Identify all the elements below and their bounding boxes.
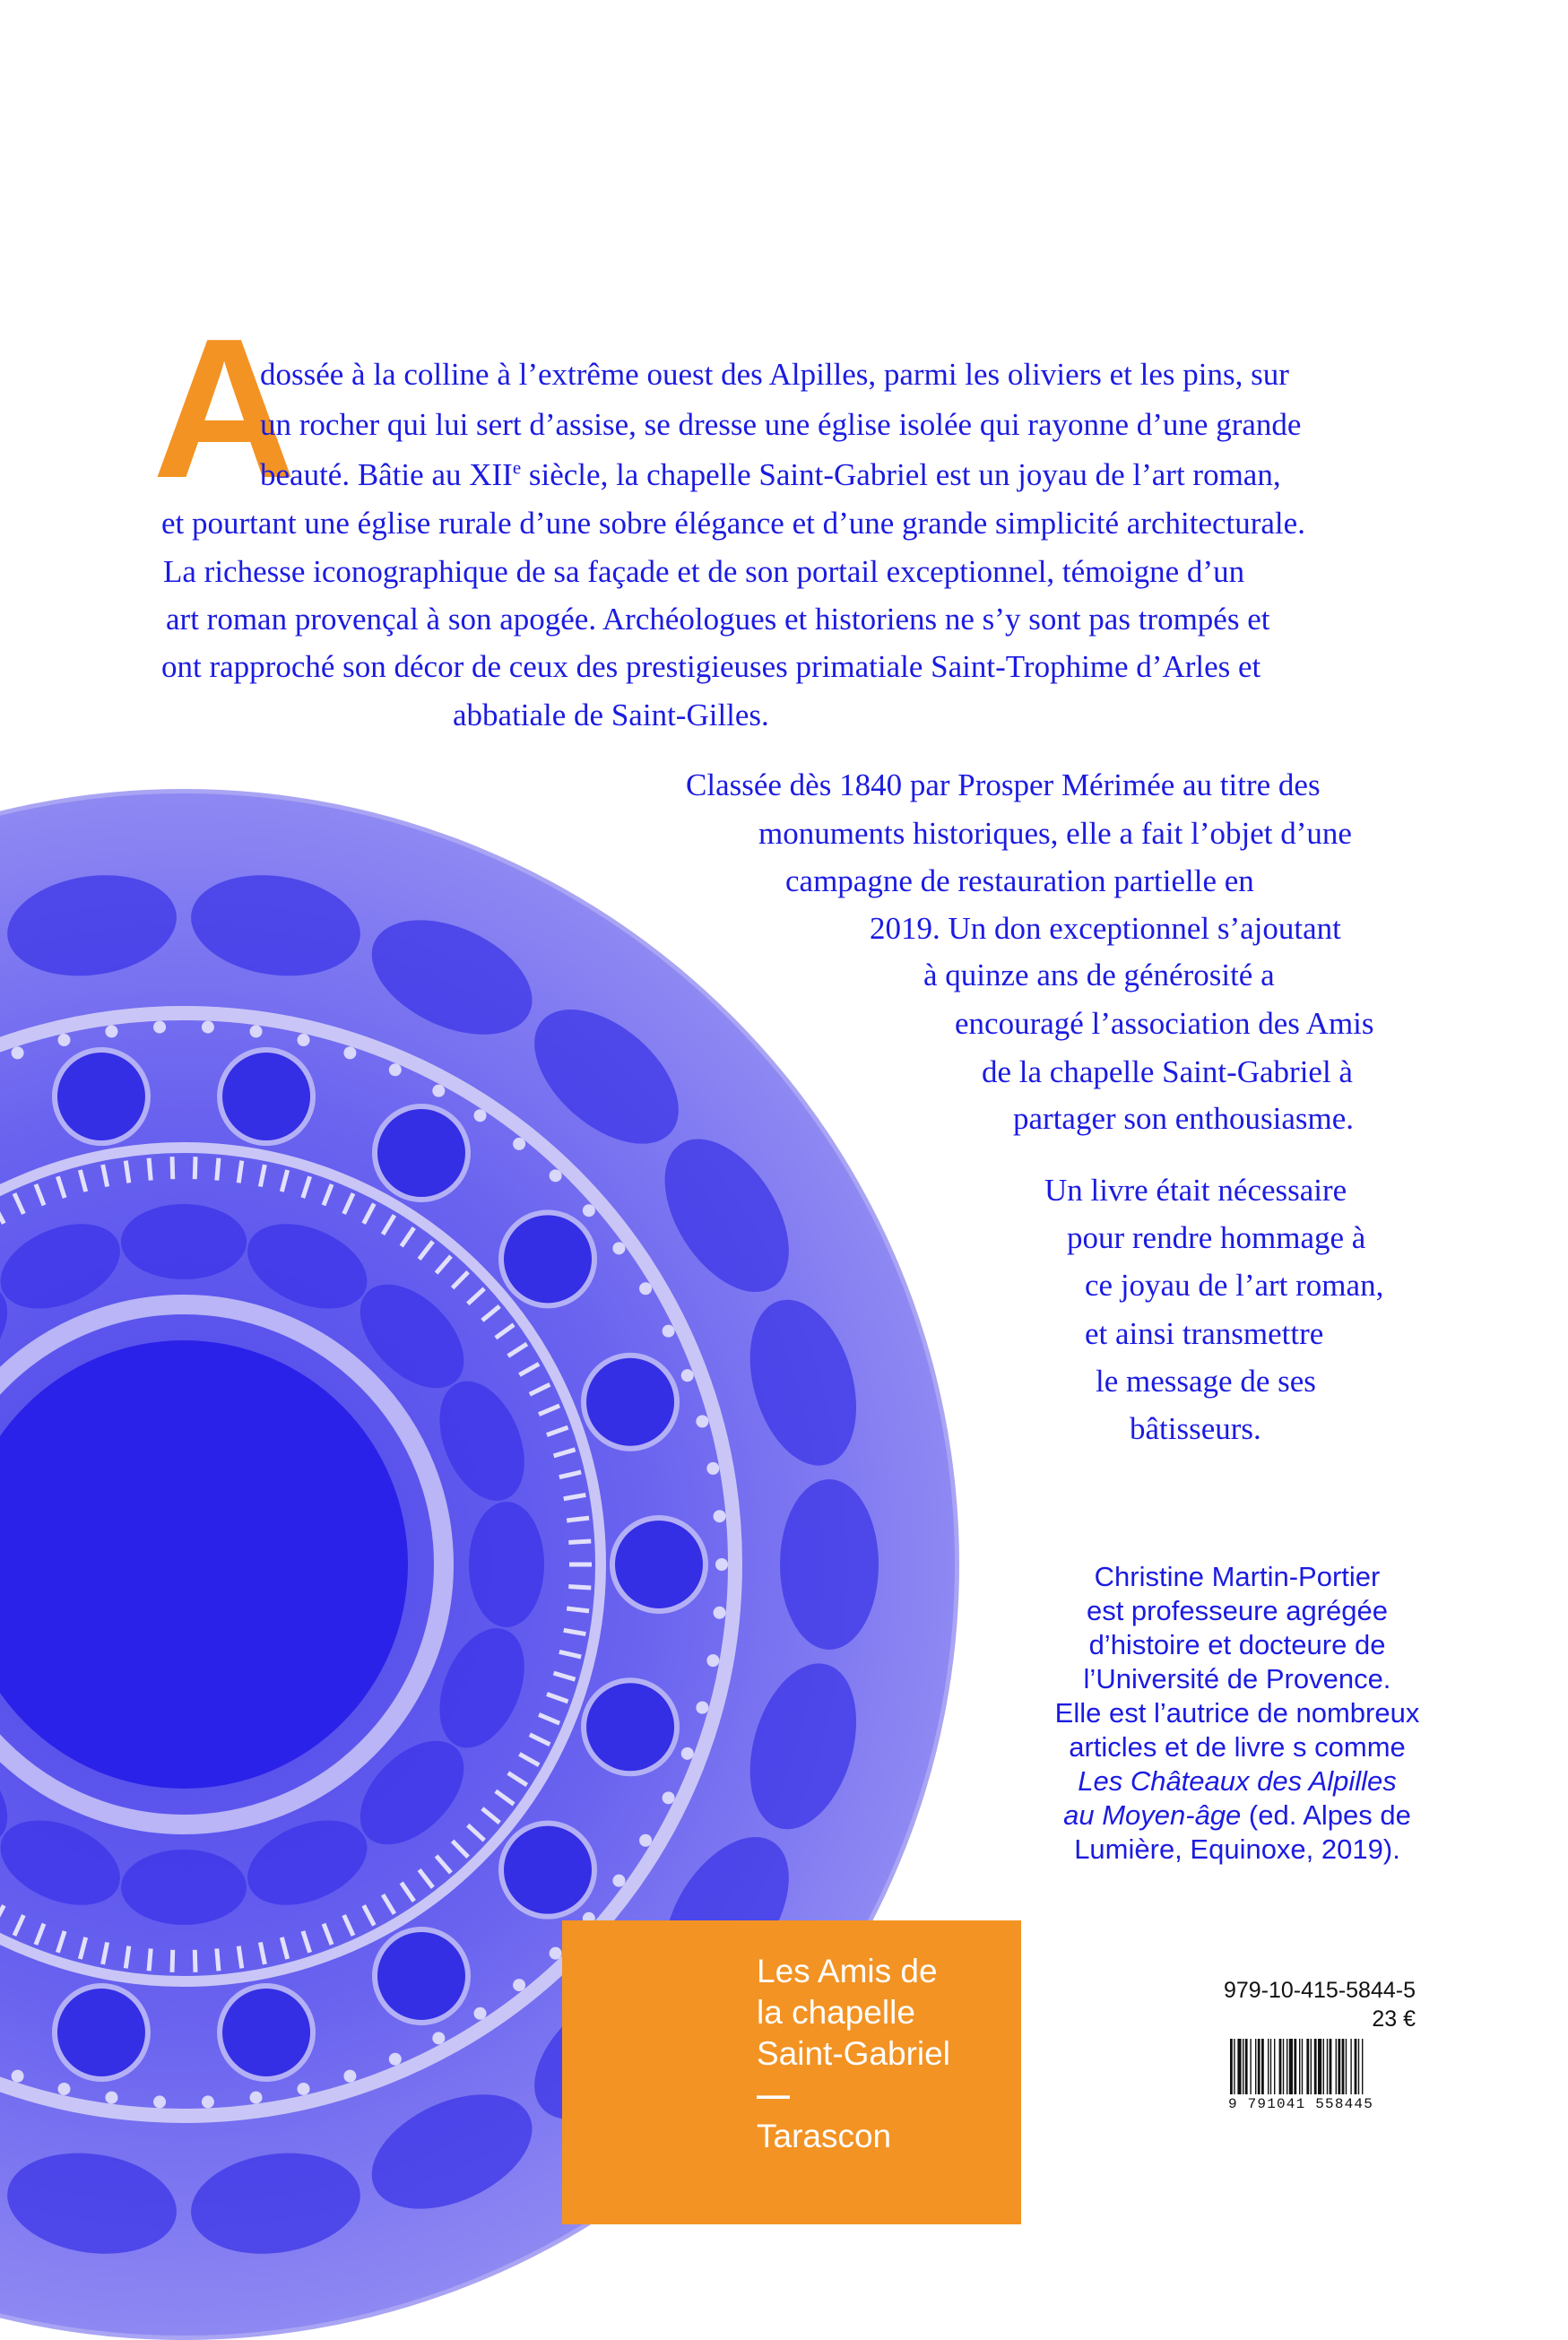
bio-line-5: Elle est l’autrice de nombreux xyxy=(1054,1697,1420,1729)
intro-line-2: un rocher qui lui sert d’assise, se dresse une église isolée qui rayonne d’une grande xyxy=(260,407,1302,442)
intro-line-7: ont rapproché son décor de ceux des prestigieuses primatiale Saint-Trophime d’Arles et xyxy=(161,649,1261,684)
intro-line-4: et pourtant une église rurale d’une sobre élégance et d’une grande simplicité architecturale. xyxy=(161,506,1305,541)
livre-line-2: pour rendre hommage à xyxy=(1067,1220,1366,1255)
intro-line-8: abbatiale de Saint-Gilles. xyxy=(453,698,769,732)
intro-line-1: dossée à la colline à l’extrême ouest des Alpilles, parmi les oliviers et les pins, sur xyxy=(260,357,1289,392)
bio-last-line: Lumière, Equinoxe, 2019). xyxy=(1074,1833,1400,1865)
livre-line-1: Un livre était nécessaire xyxy=(1044,1173,1347,1208)
intro-line-6: art roman provençal à son apogée. Archéologues et historiens ne s’y sont pas trompés et xyxy=(166,602,1270,637)
classement-line-6: encouragé l’association des Amis xyxy=(955,1006,1374,1041)
publisher-dash: — xyxy=(757,2076,790,2113)
author-bio xyxy=(986,1560,1488,1867)
barcode-image xyxy=(1228,2039,1420,2102)
livre-line-6: bâtisseurs. xyxy=(1130,1411,1261,1446)
publisher-line-1: Les Amis de xyxy=(757,1953,938,1989)
price: 23 € xyxy=(1372,2006,1416,2032)
livre-line-4: et ainsi transmettre xyxy=(1085,1316,1324,1351)
publisher-line-2: la chapelle xyxy=(757,1994,915,2031)
classement-line-8: partager son enthousiasme. xyxy=(1013,1101,1355,1136)
publisher-name xyxy=(757,1951,1026,2157)
classement-line-7: de la chapelle Saint-Gabriel à xyxy=(982,1054,1353,1089)
barcode-digits: 9 791041 558445 xyxy=(1228,2096,1374,2112)
isbn-block xyxy=(1224,1976,1416,2033)
bio-line-6: articles et de livre s comme xyxy=(1069,1731,1406,1763)
classement-line-1: Classée dès 1840 par Prosper Mérimée au titre des xyxy=(686,767,1321,802)
classement-line-4: 2019. Un don exceptionnel s’ajoutant xyxy=(870,911,1341,946)
intro-line-3: beauté. Bâtie au XIIe siècle, la chapelle Saint-Gabriel est un joyau de l’art roman, xyxy=(260,456,1281,492)
isbn-number: 979-10-415-5844-5 xyxy=(1223,1978,1416,2003)
publisher-line-5: Tarascon xyxy=(757,2118,892,2154)
drop-cap: A xyxy=(152,298,297,520)
bio-book-title: Les Châteaux des Alpilles xyxy=(1078,1765,1397,1797)
bio-line-1: Christine Martin-Portier xyxy=(1094,1561,1381,1592)
classement-line-2: monuments historiques, elle a fait l’objet d’une xyxy=(758,816,1352,851)
livre-line-3: ce joyau de l’art roman, xyxy=(1085,1268,1384,1303)
bio-line-4: l’Université de Provence. xyxy=(1083,1663,1391,1694)
classement-line-5: à quinze ans de générosité a xyxy=(923,958,1275,992)
intro-line-5: La richesse iconographique de sa façade et de son portail exceptionnel, témoigne d’un xyxy=(163,554,1245,589)
publisher-line-3: Saint-Gabriel xyxy=(757,2035,950,2072)
classement-line-3: campagne de restauration partielle en xyxy=(785,863,1254,898)
livre-line-5: le message de ses xyxy=(1096,1364,1316,1399)
bio-line-3: d’histoire et docteure de xyxy=(1088,1629,1386,1660)
bio-book-ref: au Moyen-âge (ed. Alpes de xyxy=(1063,1799,1411,1831)
bio-line-2: est professeure agrégée xyxy=(1086,1595,1389,1626)
